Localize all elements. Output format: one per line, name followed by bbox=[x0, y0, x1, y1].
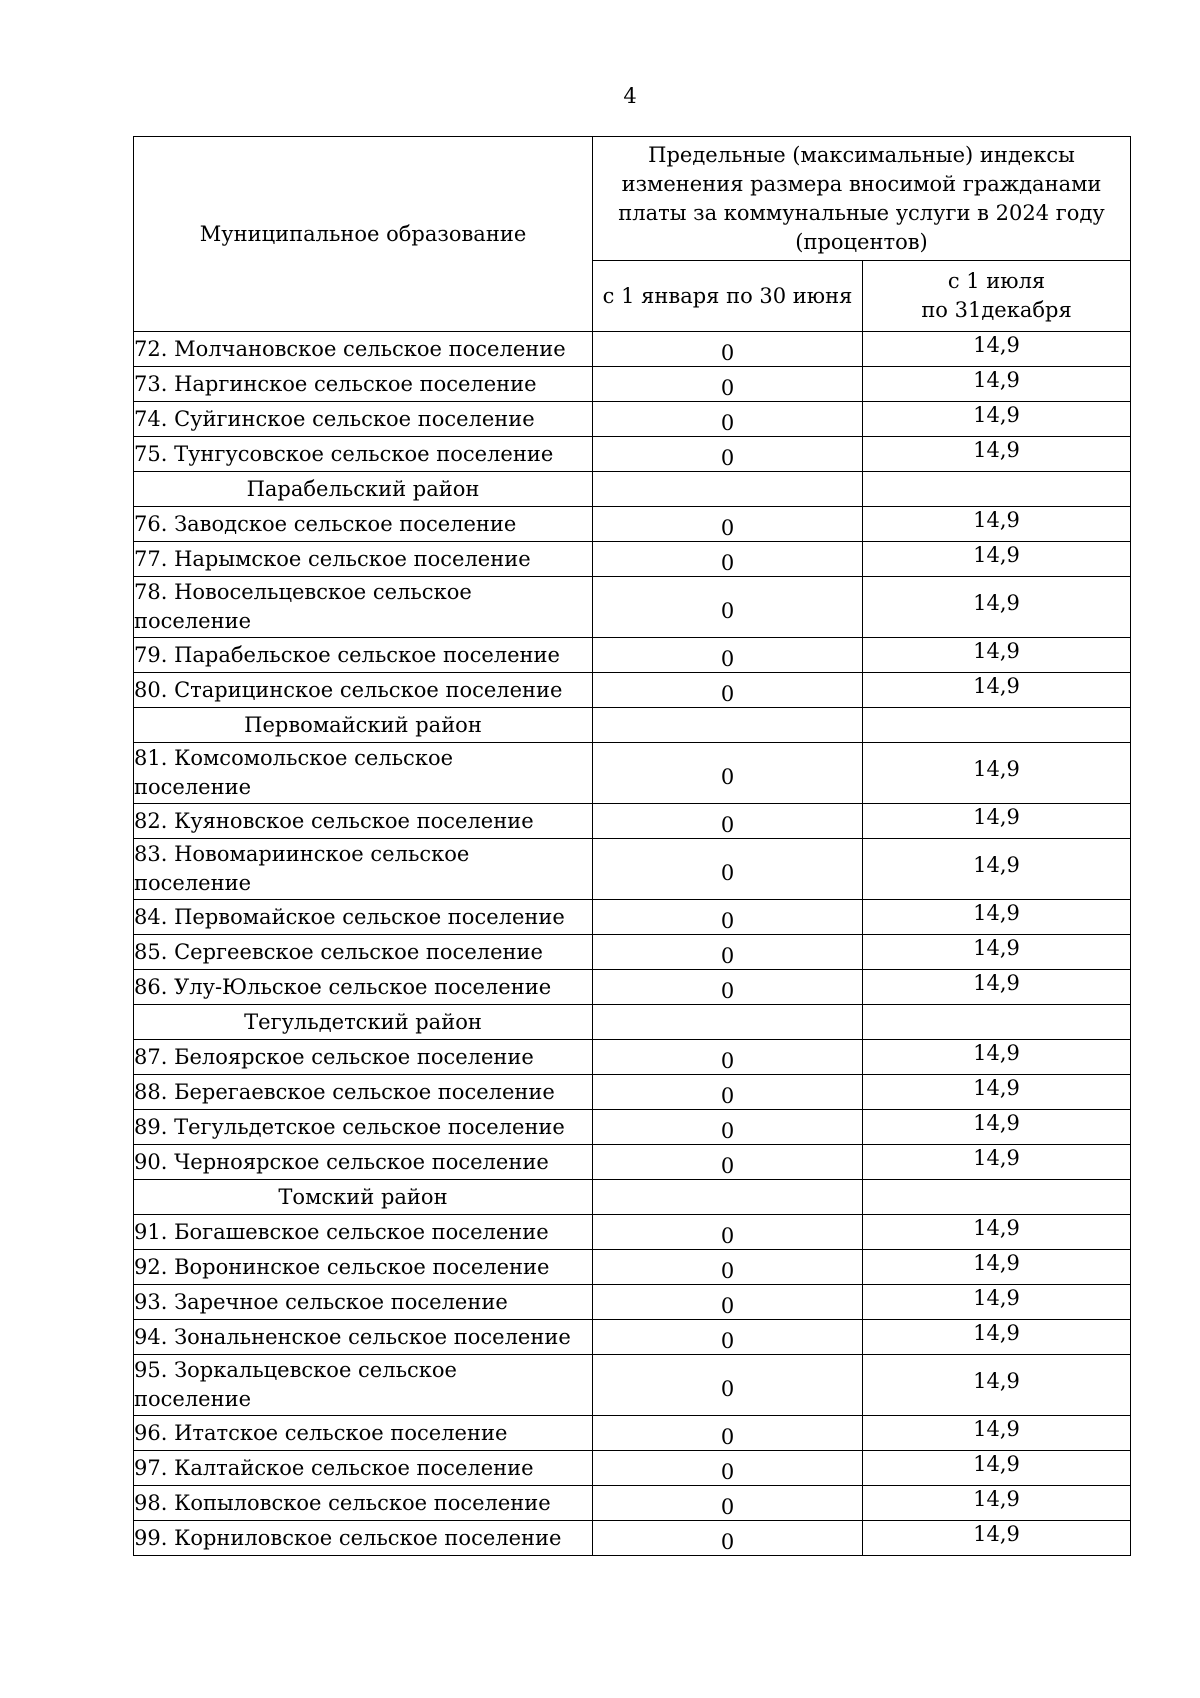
table-row bbox=[134, 437, 1131, 472]
header-period-2-line: с 1 июля bbox=[947, 269, 1046, 294]
index-value: 14,9 bbox=[973, 1521, 1020, 1546]
index-jul-dec bbox=[863, 577, 1131, 638]
settlement-name: 91. Богашевское сельское поселение bbox=[134, 1215, 593, 1250]
settlement-name: 80. Старицинское сельское поселение bbox=[134, 673, 593, 708]
index-value: 14,9 bbox=[973, 970, 1020, 995]
settlement-name: 79. Парабельское сельское поселение bbox=[134, 638, 593, 673]
index-value: 14,9 bbox=[973, 935, 1020, 960]
index-jul-dec bbox=[863, 839, 1131, 900]
settlement-name: 84. Первомайское сельское поселение bbox=[134, 900, 593, 935]
index-value: 14,9 bbox=[973, 367, 1020, 392]
index-value: 0 bbox=[720, 1083, 735, 1108]
table-row bbox=[134, 1075, 1131, 1110]
settlement-name bbox=[134, 1355, 593, 1416]
settlement-name: 73. Наргинское сельское поселение bbox=[134, 367, 593, 402]
settlement-name-line: поселение bbox=[134, 871, 252, 895]
settlement-name: 72. Молчановское сельское поселение bbox=[134, 332, 593, 367]
empty-cell bbox=[593, 1180, 863, 1215]
index-jul-dec bbox=[863, 402, 1131, 437]
header-period-2 bbox=[863, 261, 1131, 332]
index-jan-jun bbox=[593, 970, 863, 1005]
index-value: 14,9 bbox=[973, 1215, 1020, 1240]
index-jan-jun bbox=[593, 743, 863, 804]
settlement-name: 97. Калтайское сельское поселение bbox=[134, 1451, 593, 1486]
index-jan-jun bbox=[593, 1110, 863, 1145]
index-jul-dec bbox=[863, 1110, 1131, 1145]
settlement-name-line: поселение bbox=[134, 1387, 252, 1411]
header-index-title-line: (процентов) bbox=[795, 229, 928, 254]
index-jan-jun bbox=[593, 839, 863, 900]
index-value: 0 bbox=[720, 1529, 735, 1554]
index-value: 0 bbox=[720, 445, 735, 470]
index-value: 14,9 bbox=[973, 1451, 1020, 1476]
header-index-title-line: изменения размера вносимой гражданами bbox=[621, 171, 1102, 196]
settlement-name-line: поселение bbox=[134, 609, 252, 633]
settlement-name: 99. Корниловское сельское поселение bbox=[134, 1521, 593, 1556]
index-value: 0 bbox=[720, 1376, 735, 1401]
settlement-name: 85. Сергеевское сельское поселение bbox=[134, 935, 593, 970]
index-jul-dec bbox=[863, 673, 1131, 708]
empty-cell bbox=[593, 472, 863, 507]
header-municipality: Муниципальное образование bbox=[134, 137, 593, 332]
index-jan-jun bbox=[593, 1285, 863, 1320]
table-row bbox=[134, 743, 1131, 804]
index-jan-jun bbox=[593, 1451, 863, 1486]
table-body bbox=[134, 332, 1131, 1556]
index-value: 14,9 bbox=[973, 507, 1020, 532]
index-jul-dec bbox=[863, 437, 1131, 472]
empty-cell bbox=[863, 1180, 1131, 1215]
settlement-name: 93. Заречное сельское поселение bbox=[134, 1285, 593, 1320]
district-row bbox=[134, 472, 1131, 507]
index-jan-jun bbox=[593, 367, 863, 402]
index-value: 0 bbox=[720, 860, 735, 885]
index-value: 14,9 bbox=[973, 1075, 1020, 1100]
settlement-name: 98. Копыловское сельское поселение bbox=[134, 1486, 593, 1521]
empty-cell bbox=[593, 708, 863, 743]
index-jan-jun bbox=[593, 1250, 863, 1285]
index-jul-dec bbox=[863, 542, 1131, 577]
index-value: 0 bbox=[720, 908, 735, 933]
index-value: 14,9 bbox=[973, 332, 1020, 357]
table-row bbox=[134, 673, 1131, 708]
table-row bbox=[134, 1521, 1131, 1556]
index-value: 0 bbox=[720, 764, 735, 789]
index-value: 0 bbox=[720, 515, 735, 540]
index-jan-jun bbox=[593, 804, 863, 839]
district-name: Томский район bbox=[134, 1180, 593, 1215]
index-jan-jun bbox=[593, 1416, 863, 1451]
index-jan-jun bbox=[593, 1521, 863, 1556]
header-period-2-line: по 31декабря bbox=[921, 298, 1072, 323]
district-name: Тегульдетский район bbox=[134, 1005, 593, 1040]
index-value: 0 bbox=[720, 1293, 735, 1318]
index-jul-dec bbox=[863, 1486, 1131, 1521]
index-jan-jun bbox=[593, 638, 863, 673]
index-jan-jun bbox=[593, 1040, 863, 1075]
index-value: 0 bbox=[720, 1153, 735, 1178]
settlement-name: 74. Суйгинское сельское поселение bbox=[134, 402, 593, 437]
table-row bbox=[134, 1416, 1131, 1451]
index-value: 0 bbox=[720, 1048, 735, 1073]
index-jul-dec bbox=[863, 332, 1131, 367]
index-jul-dec bbox=[863, 638, 1131, 673]
district-row bbox=[134, 708, 1131, 743]
index-value: 0 bbox=[720, 681, 735, 706]
index-value: 14,9 bbox=[973, 804, 1020, 829]
settlement-name: 96. Итатское сельское поселение bbox=[134, 1416, 593, 1451]
index-value: 0 bbox=[720, 1494, 735, 1519]
index-jan-jun bbox=[593, 1215, 863, 1250]
index-value: 14,9 bbox=[973, 402, 1020, 427]
index-jul-dec bbox=[863, 367, 1131, 402]
index-jul-dec bbox=[863, 1285, 1131, 1320]
index-value: 14,9 bbox=[973, 673, 1020, 698]
district-name: Парабельский район bbox=[134, 472, 593, 507]
settlement-name: 89. Тегульдетское сельское поселение bbox=[134, 1110, 593, 1145]
index-jan-jun bbox=[593, 1320, 863, 1355]
table-row bbox=[134, 1486, 1131, 1521]
index-value: 14,9 bbox=[973, 437, 1020, 462]
index-value: 14,9 bbox=[973, 1040, 1020, 1065]
settlement-name: 75. Тунгусовское сельское поселение bbox=[134, 437, 593, 472]
index-jul-dec bbox=[863, 1416, 1131, 1451]
index-jan-jun bbox=[593, 332, 863, 367]
district-name: Первомайский район bbox=[134, 708, 593, 743]
settlement-name-line: поселение bbox=[134, 775, 252, 799]
index-jul-dec bbox=[863, 970, 1131, 1005]
index-value: 14,9 bbox=[973, 1320, 1020, 1345]
settlement-name bbox=[134, 743, 593, 804]
table-row bbox=[134, 542, 1131, 577]
index-jan-jun bbox=[593, 673, 863, 708]
index-jan-jun bbox=[593, 900, 863, 935]
index-jan-jun bbox=[593, 1075, 863, 1110]
index-value: 14,9 bbox=[973, 1110, 1020, 1135]
index-value: 0 bbox=[720, 812, 735, 837]
index-jan-jun bbox=[593, 507, 863, 542]
empty-cell bbox=[863, 472, 1131, 507]
index-jan-jun bbox=[593, 402, 863, 437]
settlement-name bbox=[134, 577, 593, 638]
empty-cell bbox=[863, 1005, 1131, 1040]
table-row bbox=[134, 332, 1131, 367]
index-jul-dec bbox=[863, 1040, 1131, 1075]
settlement-name-line: 78. Новосельцевское сельское bbox=[134, 580, 472, 604]
index-jul-dec bbox=[863, 1145, 1131, 1180]
table-row bbox=[134, 1285, 1131, 1320]
table-row bbox=[134, 367, 1131, 402]
index-jan-jun bbox=[593, 437, 863, 472]
settlement-name: 90. Черноярское сельское поселение bbox=[134, 1145, 593, 1180]
index-jan-jun bbox=[593, 1145, 863, 1180]
index-jul-dec bbox=[863, 1215, 1131, 1250]
index-value: 14,9 bbox=[973, 1145, 1020, 1170]
index-jul-dec bbox=[863, 1250, 1131, 1285]
table-row bbox=[134, 507, 1131, 542]
table-row bbox=[134, 1110, 1131, 1145]
index-value: 0 bbox=[720, 1258, 735, 1283]
table-row bbox=[134, 1355, 1131, 1416]
tariff-index-table bbox=[133, 136, 1131, 1556]
index-jan-jun bbox=[593, 1355, 863, 1416]
index-value: 14,9 bbox=[973, 1486, 1020, 1511]
settlement-name-line: 83. Новомариинское сельское bbox=[134, 842, 470, 866]
table-header bbox=[134, 137, 1131, 332]
index-jul-dec bbox=[863, 1075, 1131, 1110]
table-row bbox=[134, 900, 1131, 935]
index-value: 14,9 bbox=[973, 542, 1020, 567]
index-value: 0 bbox=[720, 978, 735, 1003]
index-value: 0 bbox=[720, 1328, 735, 1353]
table-row bbox=[134, 1145, 1131, 1180]
district-row bbox=[134, 1180, 1131, 1215]
header-index-title-line: Предельные (максимальные) индексы bbox=[648, 142, 1075, 167]
table-row bbox=[134, 839, 1131, 900]
settlement-name-line: 95. Зоркальцевское сельское bbox=[134, 1358, 457, 1382]
index-jan-jun bbox=[593, 935, 863, 970]
settlement-name bbox=[134, 839, 593, 900]
index-value: 14,9 bbox=[973, 1368, 1020, 1393]
settlement-name: 76. Заводское сельское поселение bbox=[134, 507, 593, 542]
settlement-name: 82. Куяновское сельское поселение bbox=[134, 804, 593, 839]
table-row bbox=[134, 970, 1131, 1005]
settlement-name: 86. Улу-Юльское сельское поселение bbox=[134, 970, 593, 1005]
settlement-name: 77. Нарымское сельское поселение bbox=[134, 542, 593, 577]
index-jul-dec bbox=[863, 1521, 1131, 1556]
index-value: 0 bbox=[720, 410, 735, 435]
index-value: 14,9 bbox=[973, 1285, 1020, 1310]
table-row bbox=[134, 577, 1131, 638]
table-row bbox=[134, 402, 1131, 437]
settlement-name-line: 81. Комсомольское сельское bbox=[134, 746, 454, 770]
index-jul-dec bbox=[863, 1355, 1131, 1416]
empty-cell bbox=[863, 708, 1131, 743]
index-jul-dec bbox=[863, 935, 1131, 970]
index-value: 14,9 bbox=[973, 1250, 1020, 1275]
index-jul-dec bbox=[863, 804, 1131, 839]
index-value: 0 bbox=[720, 550, 735, 575]
settlement-name: 88. Берегаевское сельское поселение bbox=[134, 1075, 593, 1110]
district-row bbox=[134, 1005, 1131, 1040]
table-row bbox=[134, 1040, 1131, 1075]
index-jul-dec bbox=[863, 900, 1131, 935]
index-jul-dec bbox=[863, 1451, 1131, 1486]
table-row bbox=[134, 1215, 1131, 1250]
header-period-1: с 1 января по 30 июня bbox=[593, 261, 863, 332]
index-value: 14,9 bbox=[973, 900, 1020, 925]
index-value: 14,9 bbox=[973, 852, 1020, 877]
table-row bbox=[134, 1320, 1131, 1355]
index-value: 0 bbox=[720, 943, 735, 968]
index-value: 0 bbox=[720, 375, 735, 400]
index-jan-jun bbox=[593, 577, 863, 638]
index-value: 0 bbox=[720, 1459, 735, 1484]
index-value: 0 bbox=[720, 598, 735, 623]
settlement-name: 92. Воронинское сельское поселение bbox=[134, 1250, 593, 1285]
page-number: 4 bbox=[623, 84, 637, 108]
index-jan-jun bbox=[593, 542, 863, 577]
index-value: 0 bbox=[720, 1223, 735, 1248]
index-value: 14,9 bbox=[973, 756, 1020, 781]
index-value: 0 bbox=[720, 646, 735, 671]
index-value: 14,9 bbox=[973, 590, 1020, 615]
header-index-title-line: платы за коммунальные услуги в 2024 году bbox=[618, 200, 1105, 225]
table-row bbox=[134, 804, 1131, 839]
index-value: 14,9 bbox=[973, 638, 1020, 663]
index-value: 0 bbox=[720, 340, 735, 365]
header-index-title bbox=[593, 137, 1131, 261]
table-row bbox=[134, 638, 1131, 673]
settlement-name: 94. Зональненское сельское поселение bbox=[134, 1320, 593, 1355]
settlement-name: 87. Белоярское сельское поселение bbox=[134, 1040, 593, 1075]
table-row bbox=[134, 935, 1131, 970]
index-jan-jun bbox=[593, 1486, 863, 1521]
table-row bbox=[134, 1451, 1131, 1486]
index-jul-dec bbox=[863, 507, 1131, 542]
index-value: 0 bbox=[720, 1118, 735, 1143]
empty-cell bbox=[593, 1005, 863, 1040]
index-jul-dec bbox=[863, 1320, 1131, 1355]
index-value: 0 bbox=[720, 1424, 735, 1449]
index-value: 14,9 bbox=[973, 1416, 1020, 1441]
table-row bbox=[134, 1250, 1131, 1285]
index-jul-dec bbox=[863, 743, 1131, 804]
